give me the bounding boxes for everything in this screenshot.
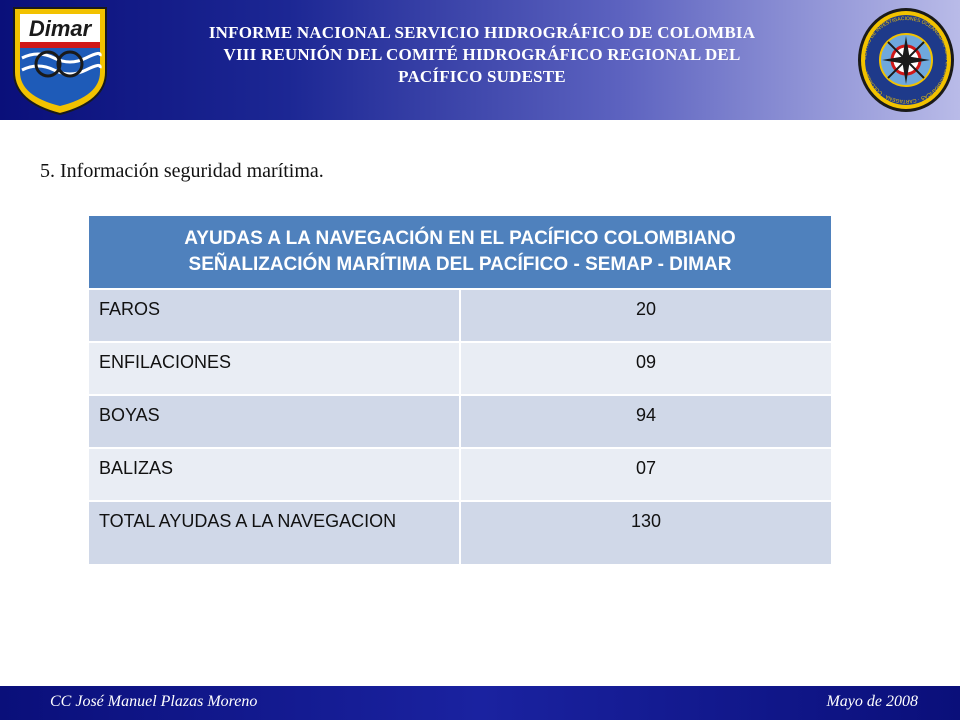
svg-text:Dimar: Dimar [28,16,92,41]
table-header-line: SEÑALIZACIÓN MARÍTIMA DEL PACÍFICO - SEMAP - DIMAR [188,254,732,275]
row-label: TOTAL AYUDAS A LA NAVEGACION [89,502,461,564]
row-label: FAROS [89,290,461,341]
navigation-aids-table [89,216,831,564]
table-row [89,449,831,502]
row-label: BOYAS [89,396,461,447]
table-row [89,290,831,343]
row-value: 20 [635,299,657,319]
footer-date: Mayo de 2008 [826,693,918,710]
row-value: 130 [630,511,662,531]
header-title-line: PACÍFICO SUDESTE [398,67,566,86]
header-title-line: VIII REUNIÓN DEL COMITÉ HIDROGRÁFICO REGIONAL DEL [223,45,741,64]
header-title-line: INFORME NACIONAL SERVICIO HIDROGRÁFICO DE COLOMBIA [208,23,756,42]
table-row-total [89,502,831,564]
dimar-logo [8,2,112,116]
header-title [118,22,846,88]
row-value: 07 [635,458,657,478]
svg-text:CENTRO DE INVESTIGACIONES OCEA: CENTRO DE INVESTIGACIONES OCEANOGRÁFICAS E HIDROGRÁFICAS · CARTAGENA · COLOMBIA [861,15,951,105]
footer-author: CC José Manuel Plazas Moreno [50,693,258,710]
table-row [89,343,831,396]
row-label: ENFILACIONES [89,343,461,394]
table-header [89,216,831,290]
row-label: BALIZAS [89,449,461,500]
row-value: 94 [635,405,657,425]
cioh-seal-logo [856,4,956,116]
table-row [89,396,831,449]
table-header-line: AYUDAS A LA NAVEGACIÓN EN EL PACÍFICO COLOMBIANO [184,228,736,249]
slide-footer [0,686,960,720]
row-value: 09 [635,352,657,372]
slide-header [0,0,960,120]
section-title: 5. Información seguridad marítima. [40,160,324,182]
